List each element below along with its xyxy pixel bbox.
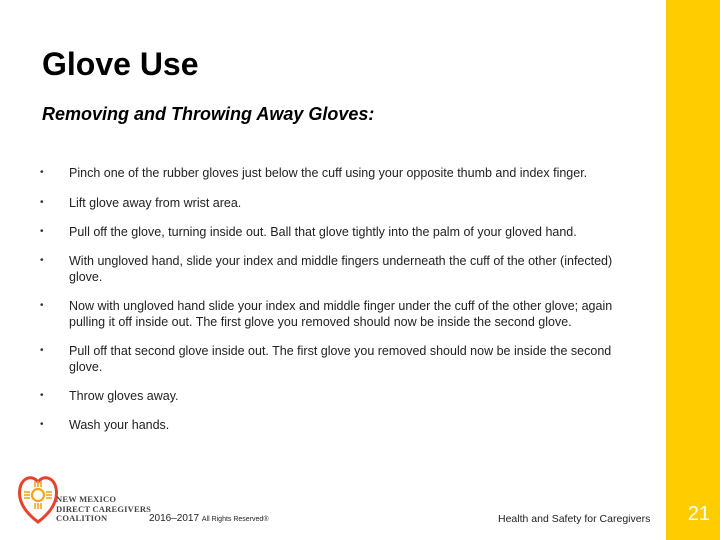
bullet-item [40,253,640,285]
bullet-text: Wash your hands. [69,418,170,432]
sidebar-accent [666,0,720,540]
bullet-icon: • [40,390,44,401]
bullet-item [40,224,640,240]
bullet-text: Lift glove away from wrist area. [69,196,242,210]
course-title: Health and Safety for Caregivers [498,513,651,525]
bullet-item [40,388,640,404]
bullet-icon: • [40,345,44,356]
page-number: 21 [687,503,710,525]
bullet-text: With ungloved hand, slide your index and middle fingers underneath the cuff of the other (infected) glove. [69,254,613,284]
logo-wordmark [56,495,151,524]
bullet-icon: • [40,226,44,237]
heart-zia-icon [20,478,57,522]
bullet-text: Pull off that second glove inside out. The first glove you removed should now be inside the second glove. [69,344,612,374]
bullet-icon: • [40,419,44,430]
bullet-icon: • [40,197,44,208]
copyright-text: All Rights Reserved® [201,516,269,523]
logo-line: NEW MEXICO [56,494,117,504]
bullet-text: Pull off the glove, turning inside out. Ball that glove tightly into the palm of your gloved hand. [69,225,577,239]
bullet-item [40,298,640,330]
bullet-item [40,165,640,181]
logo-line: COALITION [56,513,108,523]
bullet-icon: • [40,255,44,266]
bullet-icon: • [40,167,44,178]
bullet-item [40,417,640,433]
bullet-item [40,343,640,375]
bullet-icon: • [40,300,44,311]
slide-subtitle: Removing and Throwing Away Gloves: [42,104,375,124]
bullet-list [40,165,640,433]
copyright-notice [149,513,268,524]
bullet-text: Throw gloves away. [69,389,179,403]
bullet-text: Pinch one of the rubber gloves just below the cuff using your opposite thumb and index finger. [69,166,588,180]
logo-line: DIRECT CAREGIVERS [56,503,152,514]
bullet-text: Now with ungloved hand slide your index and middle finger under the cuff of the other glove; again pulling it off inside out. The first glove you removed should now be inside the second glove. [69,299,613,329]
bullet-item [40,195,640,211]
copyright-years: 2016–2017 [149,513,200,524]
slide-title: Glove Use [42,46,199,82]
